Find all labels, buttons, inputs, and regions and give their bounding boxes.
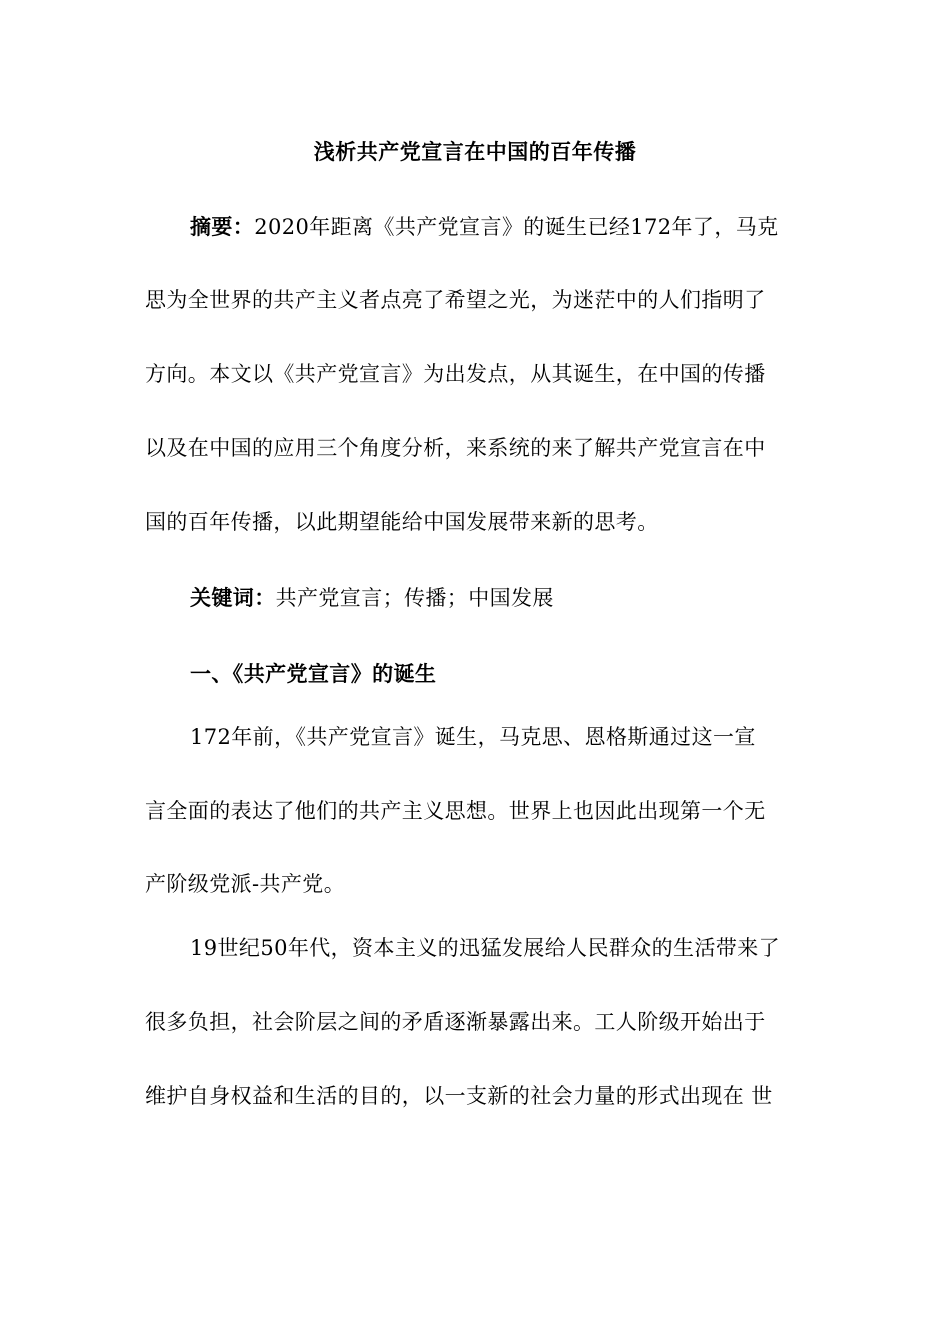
abstract-line-3: 方向。本文以《共产党宣言》为出发点，从其诞生，在中国的传播 — [145, 362, 766, 386]
paragraph-2-line-2: 很多负担，社会阶层之间的矛盾逐渐暴露出来。工人阶级开始出于 — [145, 1010, 766, 1034]
paragraph-2-line-3: 维护自身权益和生活的目的，以一支新的社会力量的形式出现在 世 — [145, 1084, 773, 1108]
section-heading: 一、《共产党宣言》的诞生 — [190, 661, 437, 686]
abstract-line-2: 思为全世界的共产主义者点亮了希望之光，为迷茫中的人们指明了 — [145, 288, 766, 312]
paragraph-1-line-3: 产阶级党派-共产党。 — [145, 872, 346, 896]
keywords-label: 关键词： — [190, 585, 276, 610]
abstract-line-1 — [190, 212, 810, 242]
paragraph-1-line-2: 言全面的表达了他们的共产主义思想。世界上也因此出现第一个无 — [145, 799, 766, 823]
paragraph-2-line-1: 19世纪50年代，资本主义的迅猛发展给人民群众的生活带来了 — [190, 936, 781, 960]
abstract-line-4: 以及在中国的应用三个角度分析，来系统的来了解共产党宣言在中 — [145, 436, 766, 460]
abstract-line-5: 国的百年传播，以此期望能给中国发展带来新的思考。 — [145, 510, 659, 534]
keywords-text: 共产党宣言；传播；中国发展 — [275, 586, 554, 610]
abstract-label: 摘要： — [190, 214, 255, 239]
document-title: 浅析共产党宣言在中国的百年传播 — [313, 139, 637, 164]
abstract-text: 2020年距离《共产党宣言》的诞生已经172年了，马克 — [254, 215, 779, 239]
paragraph-1-line-1: 172年前，《共产党宣言》诞生，马克思、恩格斯通过这一宣 — [190, 725, 756, 749]
keywords-line — [190, 583, 810, 613]
